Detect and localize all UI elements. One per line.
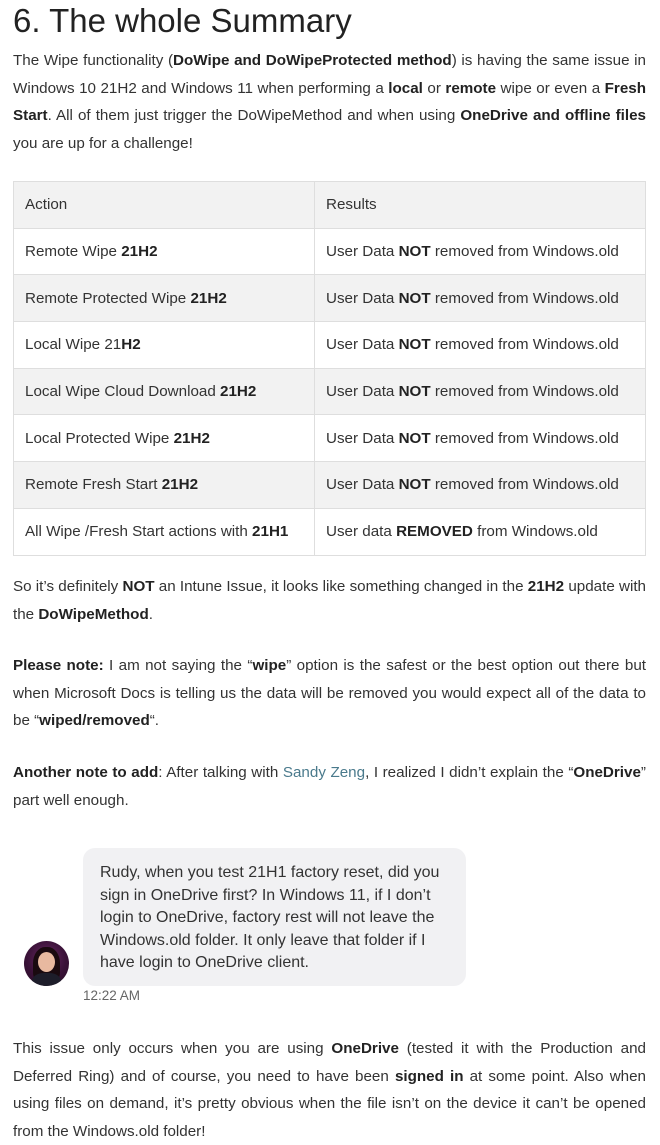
cell-result	[315, 275, 646, 322]
text: User Data	[326, 383, 399, 401]
text: wipe or even a	[496, 79, 605, 97]
bold-text: DoWipeMethod	[38, 605, 149, 623]
text: Remote Protected Wipe	[25, 289, 191, 307]
table-row	[14, 275, 646, 322]
cell-action	[14, 368, 315, 415]
cell-result	[315, 415, 646, 462]
bold-text: local	[388, 79, 423, 97]
cell-action	[14, 275, 315, 322]
bold-text: NOT	[398, 383, 431, 401]
table-row	[14, 228, 646, 275]
text: So it’s definitely	[13, 578, 123, 595]
conclusion-paragraph	[13, 573, 646, 628]
header-results: Results	[315, 182, 646, 229]
bold-text: wipe	[252, 657, 287, 674]
bold-text: OneDrive and offline files	[460, 107, 647, 125]
text: from Windows.old	[472, 523, 598, 541]
bold-text: REMOVED	[396, 523, 473, 541]
bold-text: NOT	[398, 429, 431, 447]
text: ) is having the same issue in Windows 10 21H2 and Windows 11 when performing a	[13, 52, 646, 97]
text: removed from Windows.old	[430, 476, 619, 494]
text: All Wipe /Fresh Start actions with	[25, 523, 253, 541]
text: you are up for a challenge!	[13, 134, 193, 152]
another-note-paragraph	[13, 759, 646, 814]
bold-text: OneDrive	[573, 764, 641, 781]
text: at some point. Also when using files on demand, it’s pretty obvious when the file isn’t on the device it can’t be opened from the Windows.old folder!	[13, 1067, 647, 1140]
avatar	[24, 941, 69, 986]
text: Local Wipe Cloud Download	[25, 383, 221, 401]
table-row	[14, 368, 646, 415]
text: User Data	[326, 243, 399, 261]
text: removed from Windows.old	[430, 383, 619, 401]
bold-text: 21H2	[190, 289, 227, 307]
bold-text: NOT	[122, 578, 155, 595]
table-header-row	[14, 182, 646, 229]
bold-text: NOT	[398, 289, 431, 307]
text: Local Wipe 21	[25, 336, 122, 354]
results-table	[13, 181, 646, 556]
text: , I realized I didn’t explain the “	[365, 764, 574, 781]
text: Remote Wipe	[25, 243, 122, 261]
text: removed from Windows.old	[430, 289, 619, 307]
bold-text: NOT	[398, 476, 431, 494]
text: : After talking with	[158, 764, 283, 781]
cell-result	[315, 462, 646, 509]
bold-text: OneDrive	[331, 1040, 399, 1057]
bold-text: NOT	[398, 243, 431, 261]
cell-result	[315, 508, 646, 555]
please-note-paragraph	[13, 652, 646, 735]
text: User data	[326, 523, 397, 541]
text: “.	[149, 712, 160, 730]
text: User Data	[326, 476, 399, 494]
text: .	[148, 605, 153, 623]
cell-action	[14, 508, 315, 555]
bold-text: wiped/removed	[39, 712, 150, 730]
bold-text: NOT	[398, 336, 431, 354]
text: an Intune Issue, it looks like something changed in the	[154, 578, 528, 595]
bold-text: remote	[445, 79, 497, 97]
text: Remote Fresh Start	[25, 476, 162, 494]
text: The Wipe functionality (	[13, 52, 174, 69]
text: Local Protected Wipe	[25, 429, 174, 447]
text: . All of them just trigger the DoWipeMethod and when using	[47, 107, 461, 125]
cell-action	[14, 322, 315, 369]
text: User Data	[326, 289, 399, 307]
bold-text: 21H2	[121, 243, 158, 261]
header-action: Action	[14, 182, 315, 229]
section-heading: 6. The whole Summary	[13, 2, 352, 39]
cell-action	[14, 462, 315, 509]
text: ” part well enough.	[13, 764, 646, 809]
bold-text: DoWipe and DoWipeProtected method	[173, 52, 452, 69]
bold-text: 21H2	[161, 476, 199, 494]
text: or	[422, 79, 446, 97]
bold-text: 21H2	[220, 383, 257, 401]
bold-text: signed in	[394, 1067, 464, 1085]
table-row	[14, 508, 646, 555]
table-row	[14, 322, 646, 369]
text: removed from Windows.old	[430, 429, 619, 447]
bold-text: 21H2	[527, 578, 565, 595]
issue-paragraph	[13, 1035, 646, 1145]
cell-action	[14, 415, 315, 462]
cell-result	[315, 322, 646, 369]
bold-text: Please note:	[13, 657, 104, 674]
cell-result	[315, 228, 646, 275]
bold-text: Fresh Start	[13, 79, 646, 125]
table-row	[14, 462, 646, 509]
bold-text: 21H1	[252, 523, 289, 541]
text: User Data	[326, 336, 399, 354]
text: removed from Windows.old	[430, 336, 619, 354]
message-timestamp: 12:22 AM	[83, 988, 141, 1003]
text: removed from Windows.old	[430, 243, 619, 261]
text: update with the	[13, 578, 647, 623]
sandy-zeng-link[interactable]: Sandy Zeng	[282, 764, 366, 781]
text: (tested it with the Production and Deferred Ring) and of course, you need to have been	[13, 1040, 646, 1085]
bold-text: H2	[121, 336, 141, 354]
text: I am not saying the “	[103, 657, 253, 674]
bold-text: 21H2	[173, 429, 210, 447]
chat-message-bubble: Rudy, when you test 21H1 factory reset, did you sign in OneDrive first? In Windows 11, if I don’t login to OneDrive, factory rest will not leave the Windows.old folder. It only leave that folder if I have login to OneDrive client.	[83, 848, 466, 986]
intro-paragraph	[13, 47, 646, 157]
text: This issue only occurs when you are using	[13, 1040, 332, 1057]
cell-result	[315, 368, 646, 415]
cell-action	[14, 228, 315, 275]
bold-text: Another note to add	[13, 764, 159, 781]
text: ” option is the safest or the best option out there but when Microsoft Docs is telling us the data will be removed you would expect all of the data to be “	[13, 657, 646, 730]
table-row	[14, 415, 646, 462]
text: User Data	[326, 429, 399, 447]
